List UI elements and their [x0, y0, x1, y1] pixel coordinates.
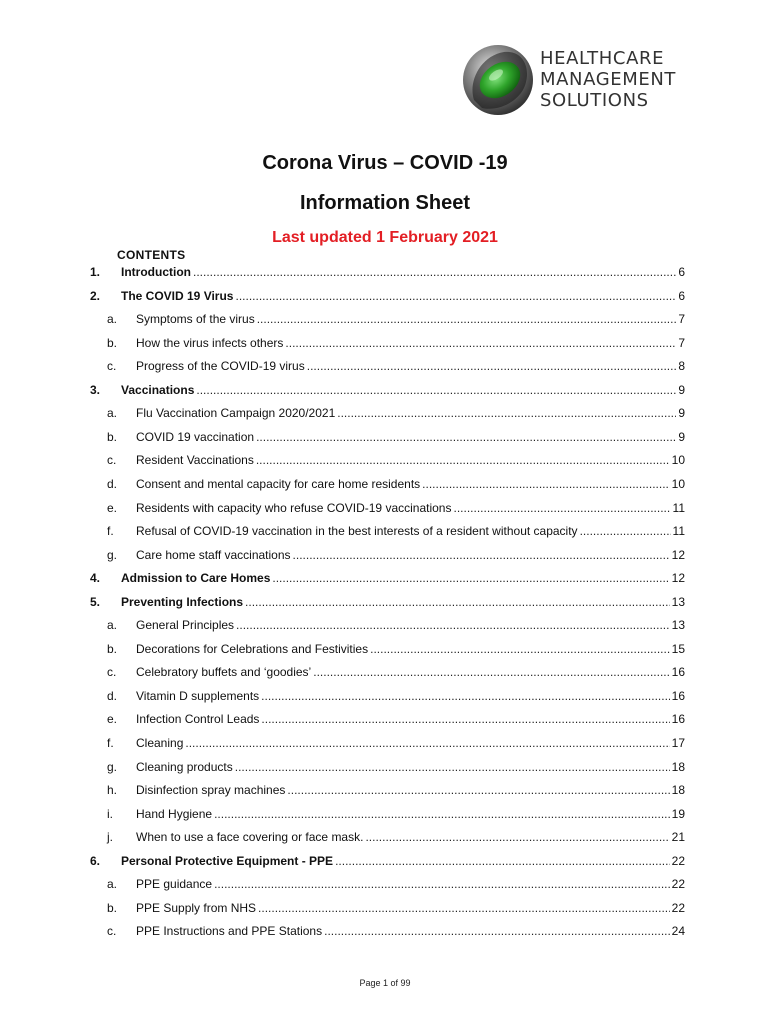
toc-subsection-entry[interactable]: [0, 687, 770, 705]
toc-entry-page-number: 9: [678, 429, 685, 444]
toc-subsection-entry[interactable]: [0, 546, 770, 564]
logo-line-3: SOLUTIONS: [540, 90, 649, 111]
toc-entry-number: a.: [107, 406, 118, 421]
toc-section-entry[interactable]: [0, 593, 770, 611]
toc-entry-line: [136, 663, 685, 681]
toc-entry-number: c.: [107, 924, 117, 939]
toc-entry-label[interactable]: Personal Protective Equipment - PPE: [121, 853, 334, 868]
toc-entry-number: a.: [107, 877, 118, 892]
toc-section-entry[interactable]: [0, 569, 770, 587]
logo-emblem-icon: [460, 42, 536, 118]
toc-subsection-entry[interactable]: [0, 404, 770, 422]
toc-entry-line: [121, 263, 685, 281]
toc-entry-number: 2.: [90, 288, 101, 303]
toc-entry-line: [136, 805, 685, 823]
toc-subsection-entry[interactable]: [0, 357, 770, 375]
toc-entry-page-number: 16: [671, 688, 685, 703]
toc-dot-leader: [185, 734, 669, 752]
toc-entry-page-number: 10: [671, 453, 685, 468]
toc-subsection-entry[interactable]: [0, 710, 770, 728]
toc-entry-number: e.: [107, 500, 118, 515]
toc-entry-page-number: 7: [678, 312, 685, 327]
toc-subsection-entry[interactable]: [0, 499, 770, 517]
toc-subsection-entry[interactable]: [0, 828, 770, 846]
toc-entry-label[interactable]: Symptoms of the virus: [136, 312, 255, 327]
toc-entry-number: a.: [107, 618, 118, 633]
toc-entry-page-number: 16: [671, 665, 685, 680]
toc-dot-leader: [258, 899, 670, 917]
toc-entry-number: h.: [107, 783, 118, 798]
toc-subsection-entry[interactable]: [0, 640, 770, 658]
toc-dot-leader: [287, 781, 669, 799]
toc-entry-page-number: 21: [671, 830, 685, 845]
toc-entry-line: [136, 357, 685, 375]
toc-subsection-entry[interactable]: [0, 875, 770, 893]
toc-entry-number: d.: [107, 476, 118, 491]
toc-dot-leader: [257, 310, 677, 328]
toc-entry-label[interactable]: Cleaning: [136, 736, 184, 750]
toc-dot-leader: [337, 404, 676, 422]
toc-entry-label[interactable]: Cleaning products: [136, 759, 233, 774]
toc-entry-line: [136, 710, 685, 728]
toc-dot-leader: [256, 451, 670, 469]
toc-entry-page-number: 22: [671, 900, 685, 915]
toc-entry-number: f.: [107, 736, 114, 750]
toc-entry-page-number: 11: [672, 524, 685, 539]
toc-entry-line: [136, 758, 685, 776]
toc-dot-leader: [422, 475, 669, 493]
toc-dot-leader: [245, 593, 670, 611]
toc-entry-page-number: 11: [672, 500, 685, 515]
logo-line-2: MANAGEMENT: [540, 69, 676, 90]
toc-entry-label[interactable]: The COVID 19 Virus: [121, 288, 234, 303]
toc-entry-line: [136, 499, 685, 517]
toc-entry-line: [136, 734, 685, 752]
toc-entry-number: b.: [107, 641, 118, 656]
toc-subsection-entry[interactable]: [0, 334, 770, 352]
toc-entry-page-number: 18: [671, 759, 685, 774]
toc-entry-label[interactable]: How the virus infects others: [136, 335, 284, 350]
toc-entry-line: [121, 569, 685, 587]
toc-entry-number: f.: [107, 524, 114, 539]
toc-subsection-entry[interactable]: [0, 475, 770, 493]
toc-entry-page-number: 13: [671, 618, 685, 633]
toc-dot-leader: [214, 875, 670, 893]
toc-entry-number: g.: [107, 547, 118, 562]
toc-entry-number: a.: [107, 312, 118, 327]
toc-entry-line: [136, 899, 685, 917]
toc-entry-line: [136, 616, 685, 634]
toc-entry-label[interactable]: Hand Hygiene: [136, 806, 213, 821]
toc-subsection-entry[interactable]: [0, 310, 770, 328]
toc-entry-number: 5.: [90, 594, 101, 609]
document-title: Corona Virus – COVID -19: [262, 152, 508, 174]
toc-entry-page-number: 17: [671, 736, 685, 750]
toc-entry-label[interactable]: PPE Instructions and PPE Stations: [136, 924, 323, 939]
toc-dot-leader: [313, 663, 669, 681]
toc-entry-page-number: 22: [671, 877, 685, 892]
toc-entry-line: [136, 310, 685, 328]
toc-entry-line: [136, 522, 685, 540]
toc-subsection-entry[interactable]: [0, 758, 770, 776]
toc-entry-number: g.: [107, 759, 118, 774]
toc-entry-label[interactable]: Care home staff vaccinations: [136, 547, 291, 562]
toc-entry-number: b.: [107, 335, 118, 350]
toc-entry-label[interactable]: PPE Supply from NHS: [136, 900, 257, 915]
toc-dot-leader: [256, 428, 676, 446]
toc-dot-leader: [335, 852, 670, 870]
toc-entry-line: [136, 404, 685, 422]
last-updated-notice: Last updated 1 February 2021: [272, 229, 498, 246]
toc-entry-line: [136, 546, 685, 564]
toc-entry-label[interactable]: General Principles: [136, 618, 235, 633]
toc-subsection-entry[interactable]: [0, 522, 770, 540]
toc-entry-label[interactable]: Preventing Infections: [121, 594, 244, 609]
toc-entry-label[interactable]: Vitamin D supplements: [136, 688, 260, 703]
toc-subsection-entry[interactable]: [0, 922, 770, 940]
toc-entry-page-number: 18: [671, 783, 685, 798]
toc-entry-number: c.: [107, 359, 117, 374]
toc-entry-line: [136, 875, 685, 893]
toc-dot-leader: [235, 758, 670, 776]
page-footer: Page 1 of 99: [359, 978, 411, 988]
toc-entry-number: e.: [107, 712, 118, 727]
toc-dot-leader: [365, 828, 669, 846]
toc-entry-number: 4.: [90, 571, 101, 586]
toc-entry-line: [121, 593, 685, 611]
toc-entry-label[interactable]: Flu Vaccination Campaign 2020/2021: [136, 406, 336, 421]
toc-subsection-entry[interactable]: [0, 616, 770, 634]
toc-dot-leader: [285, 334, 676, 352]
toc-dot-leader: [261, 710, 669, 728]
toc-entry-label[interactable]: Consent and mental capacity for care home residents: [136, 476, 421, 491]
toc-section-entry[interactable]: [0, 263, 770, 281]
toc-section-entry[interactable]: [0, 852, 770, 870]
toc-entry-number: 1.: [90, 265, 101, 279]
contents-heading: CONTENTS: [117, 248, 186, 262]
toc-entry-page-number: 15: [671, 641, 685, 656]
toc-entry-number: c.: [107, 453, 117, 468]
toc-entry-line: [136, 828, 685, 846]
toc-entry-page-number: 16: [671, 712, 685, 727]
toc-entry-label[interactable]: When to use a face covering or face mask.: [136, 830, 364, 845]
toc-entry-line: [121, 287, 685, 305]
toc-entry-page-number: 9: [678, 406, 685, 421]
toc-entry-label[interactable]: Residents with capacity who refuse COVID-19 vaccinations: [136, 500, 452, 515]
toc-entry-page-number: 24: [671, 924, 685, 939]
toc-entry-number: i.: [107, 806, 113, 821]
toc-entry-page-number: 12: [671, 571, 685, 586]
toc-subsection-entry[interactable]: [0, 899, 770, 917]
toc-entry-page-number: 19: [671, 806, 685, 821]
toc-entry-line: [136, 687, 685, 705]
toc-entry-page-number: 9: [678, 382, 685, 397]
toc-entry-label[interactable]: Celebratory buffets and ‘goodies’: [136, 665, 312, 680]
toc-entry-label[interactable]: Vaccinations: [121, 382, 195, 397]
toc-dot-leader: [236, 616, 670, 634]
toc-dot-leader: [193, 263, 676, 281]
toc-subsection-entry[interactable]: [0, 805, 770, 823]
toc-subsection-entry[interactable]: [0, 428, 770, 446]
toc-entry-page-number: 6: [678, 288, 685, 303]
toc-dot-leader: [272, 569, 669, 587]
toc-entry-line: [136, 922, 685, 940]
toc-dot-leader: [261, 687, 669, 705]
toc-subsection-entry[interactable]: [0, 663, 770, 681]
toc-entry-number: d.: [107, 688, 118, 703]
toc-dot-leader: [453, 499, 670, 517]
toc-entry-line: [121, 852, 685, 870]
toc-subsection-entry[interactable]: [0, 734, 770, 752]
toc-entry-label[interactable]: PPE guidance: [136, 877, 213, 892]
logo-wordmark: [540, 48, 676, 111]
toc-entry-line: [121, 381, 685, 399]
toc-dot-leader: [235, 287, 676, 305]
toc-entry-line: [136, 781, 685, 799]
toc-dot-leader: [580, 522, 671, 540]
toc-subsection-entry[interactable]: [0, 781, 770, 799]
toc-entry-line: [136, 640, 685, 658]
toc-entry-label[interactable]: Refusal of COVID-19 vaccination in the best interests of a resident without capacity: [136, 524, 578, 539]
toc-entry-number: b.: [107, 900, 118, 915]
toc-entry-number: b.: [107, 429, 118, 444]
document-subtitle: Information Sheet: [299, 192, 470, 214]
toc-entry-line: [136, 428, 685, 446]
toc-entry-page-number: 12: [671, 547, 685, 562]
company-logo: [460, 42, 700, 122]
toc-dot-leader: [293, 546, 670, 564]
toc-entry-number: 6.: [90, 853, 101, 868]
toc-section-entry[interactable]: [0, 287, 770, 305]
toc-entry-label[interactable]: Infection Control Leads: [136, 712, 260, 727]
toc-dot-leader: [214, 805, 670, 823]
toc-subsection-entry[interactable]: [0, 451, 770, 469]
toc-dot-leader: [307, 357, 677, 375]
toc-entry-line: [136, 475, 685, 493]
toc-dot-leader: [324, 922, 670, 940]
toc-entry-page-number: 22: [671, 853, 685, 868]
toc-entry-label[interactable]: Introduction: [121, 265, 191, 279]
toc-entry-label[interactable]: Resident Vaccinations: [136, 453, 254, 468]
toc-entry-label[interactable]: Progress of the COVID-19 virus: [136, 359, 305, 374]
toc-entry-number: 3.: [90, 382, 101, 397]
toc-entry-page-number: 7: [678, 335, 685, 350]
toc-entry-number: j.: [107, 830, 113, 845]
toc-entry-label[interactable]: Decorations for Celebrations and Festivities: [136, 641, 369, 656]
toc-entry-label[interactable]: Disinfection spray machines: [136, 783, 286, 798]
toc-entry-page-number: 6: [678, 265, 685, 279]
toc-entry-label[interactable]: COVID 19 vaccination: [136, 429, 255, 444]
toc-entry-line: [136, 451, 685, 469]
toc-dot-leader: [196, 381, 676, 399]
toc-section-entry[interactable]: [0, 381, 770, 399]
toc-entry-page-number: 10: [671, 476, 685, 491]
logo-line-1: HEALTHCARE: [540, 48, 665, 69]
toc-entry-number: c.: [107, 665, 117, 680]
toc-entry-line: [136, 334, 685, 352]
toc-dot-leader: [370, 640, 670, 658]
toc-entry-page-number: 13: [671, 594, 685, 609]
toc-entry-label[interactable]: Admission to Care Homes: [121, 571, 271, 586]
toc-entry-page-number: 8: [678, 359, 685, 374]
